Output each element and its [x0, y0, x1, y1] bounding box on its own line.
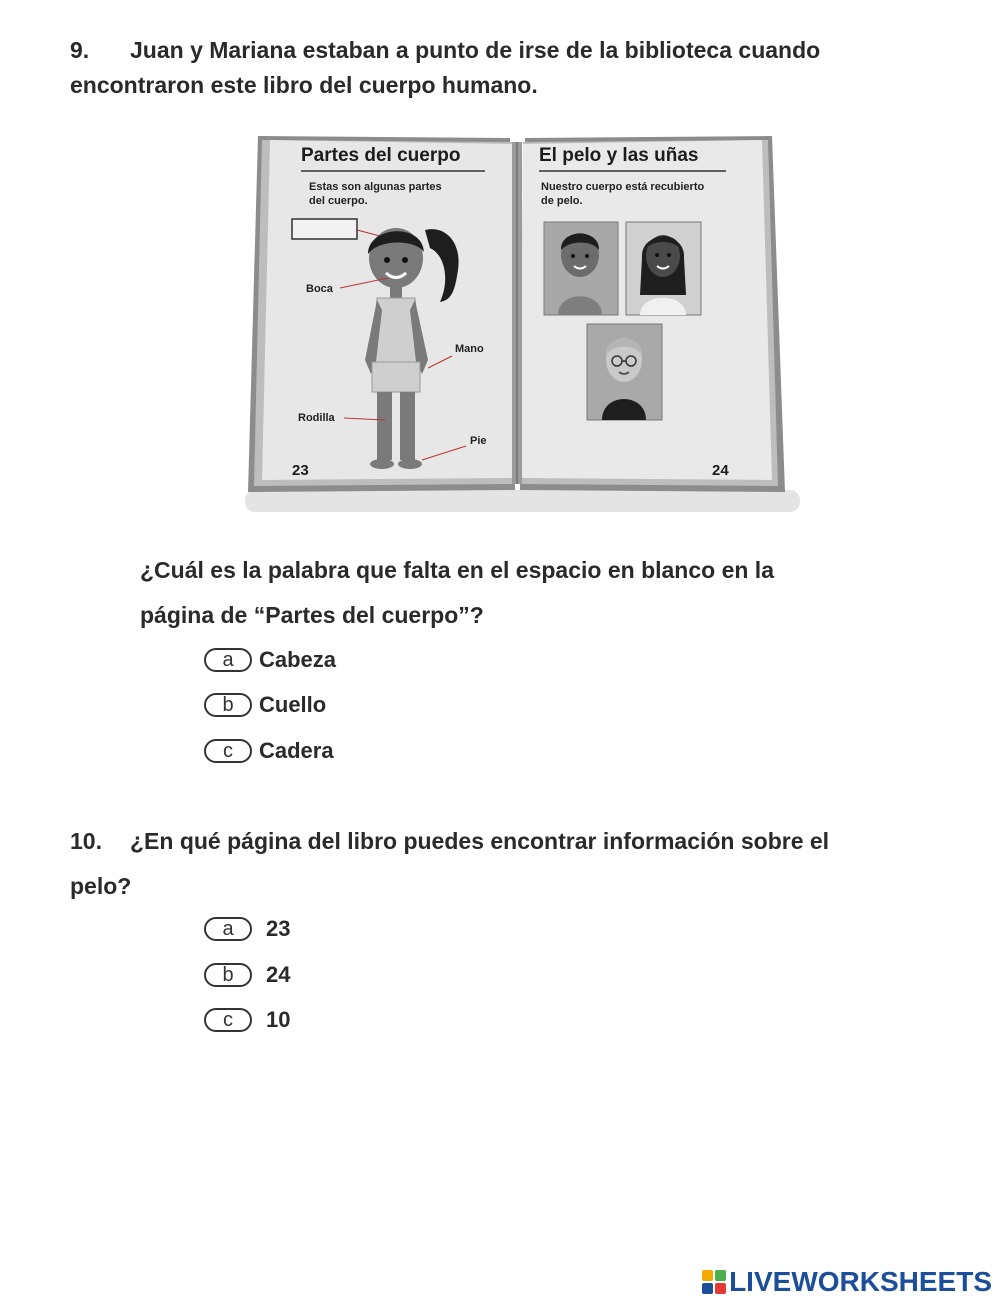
- q9-statement: [70, 32, 970, 68]
- q9-option-c-label: Cadera: [259, 738, 334, 763]
- q9-option-a-radio[interactable]: a: [204, 648, 252, 672]
- q9-option-b[interactable]: [204, 689, 326, 721]
- liveworksheets-name: LIVEWORKSHEETS: [729, 1266, 992, 1297]
- left-page-number: 23: [292, 462, 309, 479]
- label-boca: Boca: [306, 283, 333, 295]
- q9-line1: Juan y Mariana estaban a punto de irse de la biblioteca cuando: [130, 37, 821, 63]
- photo-boy-icon: [544, 222, 618, 315]
- label-mano: Mano: [455, 343, 484, 355]
- q9-option-a-label: Cabeza: [259, 647, 337, 672]
- q10-option-a-radio[interactable]: a: [204, 917, 252, 941]
- q10-option-c-label: 10: [266, 1007, 291, 1032]
- q10-line2: pelo?: [70, 873, 132, 899]
- open-book-image: [240, 130, 805, 515]
- left-page-subtitle-2: del cuerpo.: [309, 195, 368, 207]
- q9-prompt-line1: ¿Cuál es la palabra que falta en el espacio en blanco en la: [140, 557, 774, 583]
- label-pie: Pie: [470, 435, 487, 447]
- q9-option-c[interactable]: [204, 735, 334, 767]
- right-page-title: El pelo y las uñas: [539, 145, 699, 166]
- q10-number: 10.: [70, 828, 102, 854]
- right-page-number: 24: [712, 462, 729, 479]
- left-page-title: Partes del cuerpo: [301, 145, 461, 166]
- q9-option-b-label: Cuello: [259, 692, 327, 717]
- q9-prompt-line2: página de “Partes del cuerpo”?: [140, 602, 484, 628]
- q9-option-a[interactable]: [204, 644, 336, 676]
- q9-option-c-radio[interactable]: c: [204, 739, 252, 763]
- q10-option-b-label: 24: [266, 962, 291, 987]
- book-shadow: [245, 490, 800, 512]
- q10-line1: ¿En qué página del libro puedes encontrar información sobre el: [130, 828, 830, 854]
- left-page-subtitle-1: Estas son algunas partes: [309, 181, 442, 193]
- liveworksheets-logo-icon: [701, 1269, 727, 1295]
- photo-boy-glasses-icon: [587, 324, 662, 420]
- right-page-subtitle-2: de pelo.: [541, 195, 583, 207]
- q10-statement: [70, 823, 970, 859]
- q9-number: 9.: [70, 37, 90, 63]
- q10-option-a[interactable]: [204, 913, 290, 945]
- blank-label-box: [292, 219, 357, 239]
- q10-option-b-radio[interactable]: b: [204, 963, 252, 987]
- right-page-subtitle-1: Nuestro cuerpo está recubierto: [541, 181, 705, 193]
- q10-option-c-radio[interactable]: c: [204, 1008, 252, 1032]
- q9-line2: encontraron este libro del cuerpo humano.: [70, 72, 538, 98]
- q10-option-a-label: 23: [266, 916, 291, 941]
- book-illustration: [240, 130, 805, 515]
- photo-girl-icon: [626, 222, 701, 315]
- liveworksheets-brand[interactable]: [701, 1266, 992, 1298]
- q10-option-c[interactable]: [204, 1004, 290, 1036]
- q9-option-b-radio[interactable]: b: [204, 693, 252, 717]
- q10-option-b[interactable]: [204, 959, 290, 991]
- label-rodilla: Rodilla: [298, 412, 335, 424]
